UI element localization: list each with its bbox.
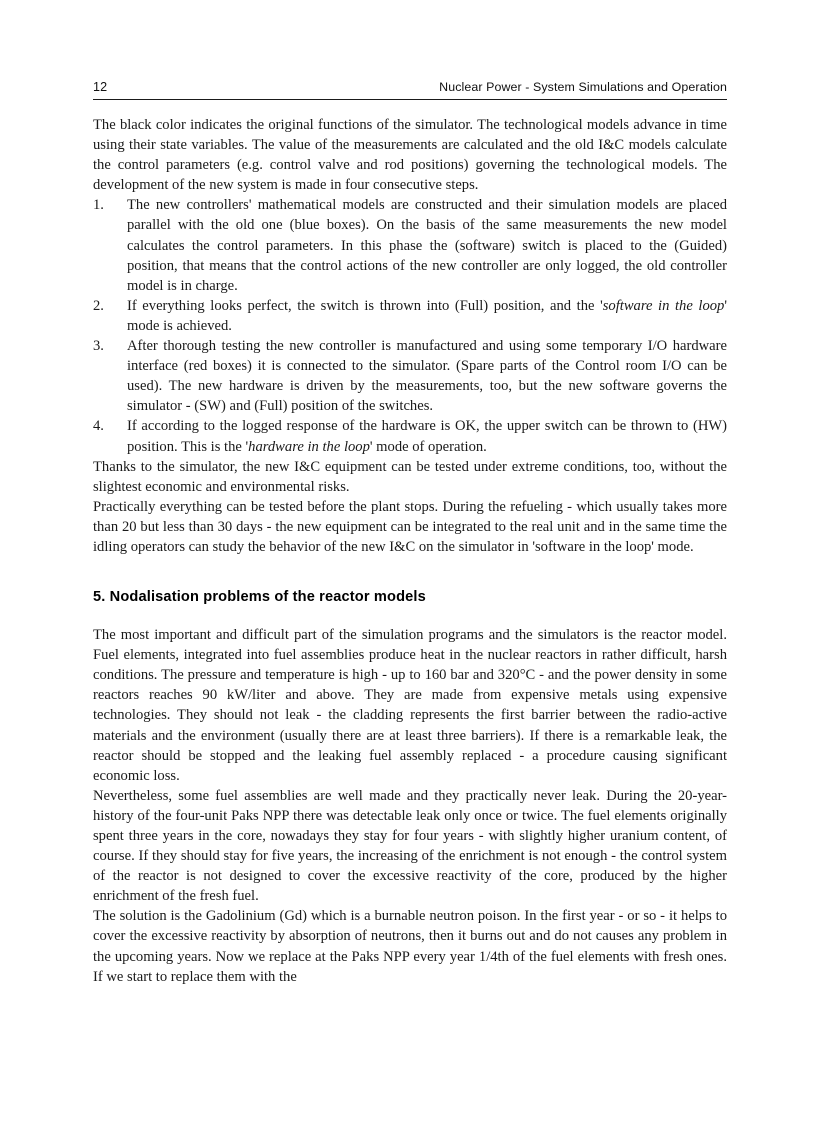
paragraph-thanks-to-simulator: Thanks to the simulator, the new I&C equipment can be tested under extreme conditions, too, without the slightest economic and environmental risks. [93, 458, 727, 495]
list-marker: 3. [93, 338, 104, 355]
paragraph-reactor-model: The most important and difficult part of the simulation programs and the simulators is the reactor model. Fuel elements, integrated into fuel assemblies produce heat in the nuclear reactors in rather difficult, harsh conditions. The pressure and temperature is high - up to 160 bar and 320°C - and the power density in some reactors reaches 90 kW/liter and above. They are made from expensive metals using expensive technologies. They should not leak - the cladding represents the first barrier between the radio-active materials and the environment (usually there are at least three barriers). If there is a remarkable leak, the reactor should be stopped and the leaking fuel assembly replaced - a procedure causing significant economic loss. [93, 627, 727, 784]
list-item-text-before: If everything looks perfect, the switch is thrown into (Full) position, and the ' [127, 297, 603, 314]
header-rule [93, 99, 727, 100]
list-item-text-before: If according to the logged response of the hardware is OK, the upper switch can be thrown to (HW) position. This is the ' [127, 418, 727, 455]
list-marker: 2. [93, 297, 104, 314]
list-marker: 4. [93, 418, 104, 435]
book-title: Nuclear Power - System Simulations and Operation [439, 80, 727, 94]
heading-spacer-top [93, 557, 727, 587]
paragraph-practically-everything: Practically everything can be tested before the plant stops. During the refueling - which usually takes more than 20 but less than 30 days - the new equipment can be integrated to the real unit and in the same time the idling operators can study the behavior of the new I&C on the simulator in 'software in the loop' mode. [93, 498, 727, 555]
list-item-text [127, 298, 727, 334]
section-heading-nodalisation: 5. Nodalisation problems of the reactor models [93, 589, 426, 606]
heading-spacer-bottom [93, 607, 727, 625]
list-item-text: The new controllers' mathematical models are constructed and their simulation models are placed parallel with the old one (blue boxes). On the basis of the same measurements the new model calculates the control parameters. In this phase the (software) switch is placed to the (Guided) position, that means that the control actions of the new controller are only logged, the old controller model is in charge. [127, 197, 727, 294]
italic-phrase-software-in-the-loop: software in the loop [602, 297, 725, 314]
page-number: 12 [93, 80, 108, 94]
paragraph-gadolinium: The solution is the Gadolinium (Gd) which is a burnable neutron poison. In the first year - or so - it helps to cover the excessive reactivity by absorption of neutrons, then it burns out and do not causes any problem in the upcoming years. Now we replace at the Paks NPP every year 1/4th of the fuel elements with fresh ones. If we start to replace them with the [93, 908, 727, 985]
italic-phrase-hardware-in-the-loop: hardware in the loop [248, 438, 370, 455]
list-item-text [127, 418, 727, 454]
paragraph-fuel-assemblies: Nevertheless, some fuel assemblies are well made and they practically never leak. During the 20-year-history of the four-unit Paks NPP there was detectable leak only once or twice. The fuel elements originally spent three years in the core, nowadays they stay for four years - with slightly higher uranium content, of course. If they should stay for five years, the increasing of the enrichment is not enough - the control system of the reactor is not designed to cover the excessive reactivity of the core, produced by the higher enrichment of the fresh fuel. [93, 787, 727, 905]
list-item-text: After thorough testing the new controller is manufactured and using some temporary I/O hardware interface (red boxes) it is connected to the simulator. (Spare parts of the Control room I/O can be used). The new hardware is driven by the measurements, too, but the new software governs the simulator - (SW) and (Full) position of the switches. [127, 338, 727, 415]
list-item-text-after: ' mode is achieved. [127, 297, 727, 334]
list-item [93, 336, 727, 416]
running-head [93, 80, 727, 94]
list-item-text-after: ' mode of operation. [369, 438, 487, 455]
page-content [93, 115, 727, 987]
list-marker: 1. [93, 197, 104, 214]
list-item [93, 195, 727, 295]
list-item [93, 416, 727, 456]
list-item [93, 296, 727, 336]
paragraph-intro: The black color indicates the original functions of the simulator. The technological models advance in time using their state variables. The value of the measurements are calculated and the old I&C models calculate the control parameters (e.g. control valve and rod positions) governing the technological models. The development of the new system is made in four consecutive steps. [93, 117, 727, 194]
development-steps-list [93, 195, 727, 456]
